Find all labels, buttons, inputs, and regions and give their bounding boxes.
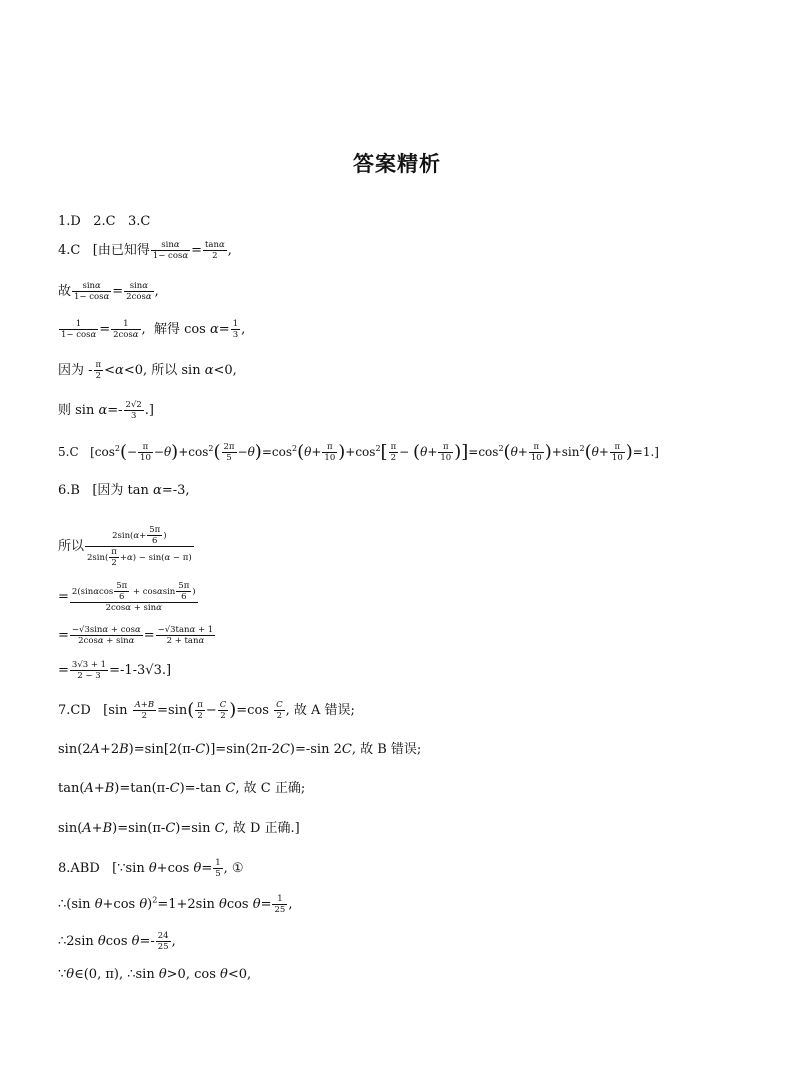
answer-6-line-5: = $\frac{3√3 + 1}{2 - 3}$ =-1-3√3.] (58, 660, 172, 681)
answer-8-line-4: ∵θ∈(0, π), ∴sin θ>0, cos θ<0, (58, 967, 252, 982)
answer-8-line-3: ∴2sin θcos θ=- $\frac{24}{25}$ , (58, 931, 176, 952)
answer-4-line-3: $\frac{1}{1- \cos\alpha}$ = $\frac{1}{2\cos\alpha}$ , 解得 cos α= $\frac{1}{3}$ , (61, 319, 246, 340)
answer-4-line-2: 故 $\frac{\sin\alpha}{1- \cos\alpha}$ = $\frac{\sin\alpha}{2\cos\alpha}$ , (58, 281, 159, 302)
answer-6-line-4: = $\frac{-√3\sin\alpha + \cos\alpha}{2\cos\alpha + \sin\alpha}$ = $\frac{-√3\tan\alpha + 1}{2 + \tan\alpha}$ (58, 625, 214, 646)
answer-6-line-1: 6.B [因为 tan α=-3, (58, 483, 190, 498)
answer-8-line-2: ∴(sin θ+cos θ)$^2$=1+2sin θcos θ= $\frac{1}{25}$ , (58, 894, 293, 915)
page-title: 答案精析 (353, 152, 441, 176)
answer-4-line-5: 则 sin α=- $\frac{2√2}{3}$ .] (58, 400, 154, 421)
answer-6-line-3: = 2(sinαcos $\frac{5\pi}{6}$ + cosαsin $\frac{5\pi}{6}$ ) 2cosα + sinα (58, 581, 196, 613)
answer-7-line-4: sin(A+B)=sin(π-C)=sin C, 故 D 正确.] (58, 821, 300, 836)
answer-8-line-1: 8.ABD [∵sin θ+cos θ= $\frac{1}{5}$ , ① (58, 858, 244, 879)
answer-5: 5.C [$\cos^2(-$ $\frac{\pi}{10}$ $-\theta)+\cos^2$( $\frac{2\pi}{5}$ $-\theta)=\cos^2(\theta+$ $\frac{\pi}{10}$ )$+\cos^2$[ $\frac{\pi}{2}$ − (θ+ $\frac{\pi}{10}$ )]$=\cos^2(\theta+$ $\frac{\pi}{10}$ )$+\sin^2(\theta+$ $\frac{\pi}{10}$ )=1.] (58, 441, 659, 463)
answer-4-line-4: 因为 - $\frac{\pi}{2}$ <α<0, 所以 sin α<0, (58, 360, 237, 381)
answer-6-line-2: 所以 2sin(α+ $\frac{5\pi}{6}$ ) 2sin( $\frac{\pi}{2}$ +α) − sin(α − π) (58, 525, 192, 568)
answer-7-line-2: sin(2A+2B)=sin[2(π-C)]=sin(2π-2C)=-sin 2C, 故 B 错误; (58, 742, 422, 757)
answer-4-line-1: 4.C [由已知得 $\frac{\sin\alpha}{1- \cos\alpha}$ = $\frac{\tan\alpha}{2}$ , (58, 240, 232, 261)
answer-7-line-1: 7.CD [sin $\frac{A+B}{2}$ =sin( $\frac{\pi}{2}$ − $\frac{C}{2}$ )=cos $\frac{C}{2}$ , 故 A 错误; (58, 699, 355, 721)
answer-7-line-3: tan(A+B)=tan(π-C)=-tan C, 故 C 正确; (58, 781, 306, 796)
answer-line-1-3: 1.D 2.C 3.C (58, 214, 151, 229)
